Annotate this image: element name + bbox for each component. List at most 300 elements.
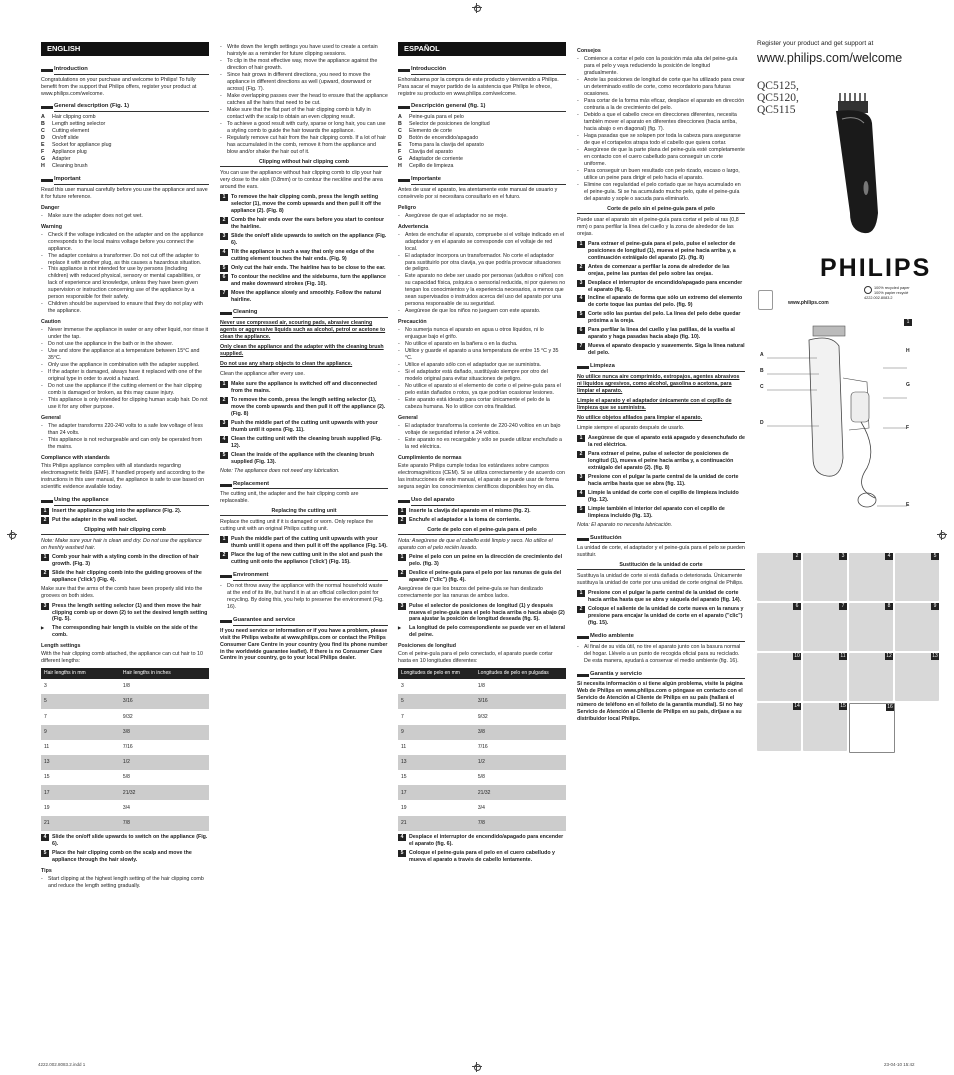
step-text: Inserte la clavija del aparato en el mismo (fig. 2). xyxy=(409,507,531,514)
spanish-column-2 xyxy=(577,44,745,726)
caution-item: - Utilice y guarde el aparato a una temperatura de entre 15 °C y 35 °C. xyxy=(405,348,566,362)
step-number: 5 xyxy=(398,850,406,857)
caution-item: - No sumerja nunca el aparato en agua u otros líquidos, ni lo enjuague bajo el grifo. xyxy=(405,327,566,341)
item-label: On/off slide xyxy=(52,135,79,142)
item-letter: C xyxy=(398,128,402,135)
table-row xyxy=(398,694,566,709)
table-row xyxy=(41,770,209,785)
step-text: Make sure the appliance is switched off and disconnected from the mains. xyxy=(231,381,377,394)
cell-inch: 3/16 xyxy=(475,694,566,709)
label-e: E xyxy=(906,502,910,508)
item-letter: B xyxy=(398,121,402,128)
step-text: Push the middle part of the cutting unit upwards with your thumb until it opens (Fig. 11). xyxy=(231,419,378,433)
figure-cell xyxy=(757,703,801,751)
table-row xyxy=(398,816,566,831)
intro-text: Congratulations on your purchase and welcome to Philips! To fully benefit from the support that Philips offers, register your product at www.philips.com/welcome. xyxy=(41,76,197,97)
caution-item: - This appliance is only intended for clipping human scalp hair. Do not use it for any other purpose. xyxy=(48,397,209,411)
caution-item: - Only use the appliance in combination with the adapter supplied. xyxy=(48,362,209,369)
cell-inch: 3/4 xyxy=(122,804,130,811)
arrow-text: La longitud de pelo correspondiente se puede ver en el lateral del peine. xyxy=(409,625,566,639)
section-guarantee-label: Garantía y servicio xyxy=(590,671,745,680)
step-text: Place the lug of the new cutting unit in the slot and push the cutting unit onto the appliance ('click') (Fig. 15). xyxy=(231,552,383,566)
warning-item: - This appliance is not intended for use by persons (including children) with reduced physical, sensory or mental capabilities, or lack of experience and knowledge, unless they have been given supervision or instruction concerning use of the appliance by a person responsible for their safety. xyxy=(48,266,209,301)
table-row xyxy=(398,800,566,815)
step-text: Clean the cutting unit with the cleaning brush supplied (Fig. 12). xyxy=(231,435,382,449)
arrow-step xyxy=(41,625,209,639)
nocomb-text: Puede usar el aparato sin el peine-guía para cortar el pelo al ras (0,8 mm) o para perfilar la línea del cuello y la zona de alrededor de las orejas. xyxy=(577,216,739,237)
step-number: 5 xyxy=(41,850,49,857)
registration-mark xyxy=(472,1062,482,1072)
tip-item: - Since hair grows in different directions, you need to move the appliance in different directions as well (upward, downward or across) (Fig. 7). xyxy=(227,72,388,93)
figure-cell xyxy=(803,703,847,751)
item-label: Toma para la clavija del aparato xyxy=(409,142,484,149)
clean-warning-1: No utilice nunca aire comprimido, estropajos, agentes abrasivos ni líquidos agresivos, como alcohol, gasolina o acetona, para limpiar el aparato. xyxy=(577,374,740,394)
step-number: 4 xyxy=(398,834,406,841)
welcome-url[interactable]: www.philips.com/welcome xyxy=(757,50,903,65)
danger-title: Peligro xyxy=(398,204,416,211)
footer-right: 23-04-10 15:42 xyxy=(884,1062,915,1067)
important-text: Antes de usar el aparato, lea atentamente este manual de usuario y consérvelo por si necesitara consultarlo en el futuro. xyxy=(398,186,558,200)
clean-step xyxy=(577,490,745,504)
replacement-step xyxy=(577,590,745,604)
nocomb-text: You can use the appliance without hair clipping comb to clip your hair very close to the skin (0.8mm) or to contour the neckline and the area around the ears. xyxy=(220,169,383,190)
nocomb-title: Corte de pelo sin el peine-guía para el pelo xyxy=(577,206,745,214)
length-title: Posiciones de longitud xyxy=(398,643,456,650)
step-text: Limpie la unidad de corte con el cepillo de limpieza incluido (fig. 12). xyxy=(588,489,739,503)
cell-mm: 7 xyxy=(44,713,47,720)
figure-number: 8 xyxy=(885,603,893,610)
cell-inch: 3/16 xyxy=(120,694,209,709)
label-c: C xyxy=(760,384,764,390)
description-item xyxy=(41,135,209,142)
figure-number: 1 xyxy=(904,319,912,326)
general-item: - The adapter transforms 220-240 volts to a safe low voltage of less than 24 volts. xyxy=(48,423,209,437)
item-letter: A xyxy=(398,114,402,121)
model-list: QC5125, QC5120, QC5115 xyxy=(757,80,799,117)
step-number: 1 xyxy=(398,508,406,515)
after-step xyxy=(41,834,209,848)
caution-item: - If the adapter is damaged, always have it replaced with one of the original type in order to avoid a hazard. xyxy=(48,369,209,383)
figure-number: 2 xyxy=(793,553,801,560)
warning-item: - Este aparato no debe ser usado por personas (adultos o niños) con su capacidad física, psíquica o sensorial reducida, ni por quienes no tengan los conocimientos y la experiencia necesarios, a menos que sean supervisados o instruidos acerca del uso del aparato por una persona responsable de su seguridad. xyxy=(405,273,566,308)
language-bar: ESPAÑOL xyxy=(398,42,566,56)
tip-item: - Para cortar de la forma más eficaz, desplace el aparato en dirección contraria a la de crecimiento del pelo. xyxy=(584,98,745,112)
clipper-product-image xyxy=(820,93,930,238)
step-number: 1 xyxy=(577,241,585,248)
step-text: To contour the neckline and the sideburns, turn the appliance and make downward strokes (Fig. 10). xyxy=(231,273,387,287)
step-number: 3 xyxy=(577,474,585,481)
caution-item: - Si el adaptador está dañado, sustitúyalo siempre por otro del modelo original para evitar situaciones de peligro. xyxy=(405,369,566,383)
table-row xyxy=(41,740,209,755)
cell-inch: 21/32 xyxy=(120,785,209,800)
guarantee-text: If you need service or information or if you have a problem, please visit the Philips website at www.philips.com or contact the Philips Consumer Care Centre in your country (you find its phone number in the worldwide guarantee leaflet). If there is no Consumer Care Centre in your country, go to your local Philips dealer. xyxy=(220,627,388,662)
section-important xyxy=(41,176,209,185)
nocomb-step xyxy=(220,194,388,215)
step-text: Comb the hair ends over the ears before you start to contour the hairline. xyxy=(231,216,385,230)
register-text: Register your product and get support at xyxy=(757,40,874,47)
table-row xyxy=(41,709,209,724)
comb-step xyxy=(41,570,209,584)
cell-mm: 5 xyxy=(41,694,120,709)
step-text: Desplace el interruptor de encendido/apagado para encender el aparato (fig. 6). xyxy=(588,279,743,293)
section-important-label: Importante xyxy=(411,176,566,185)
section-description xyxy=(398,103,566,112)
description-item xyxy=(41,163,209,170)
section-replacement xyxy=(220,481,388,490)
step-number: 5 xyxy=(577,506,585,513)
tip-item: - Debido a que el cabello crece en direcciones diferentes, necesita también mover el aparato en diferentes direcciones (hacia arriba, hacia abajo o en diagonal) (fig. 7). xyxy=(584,112,745,133)
step-number: 2 xyxy=(577,451,585,458)
replacement-text-2: Replace the cutting unit if it is damaged or worn. Only replace the cutting unit with an original Philips cutting unit. xyxy=(220,519,374,533)
tip-item: - Make sure that the flat part of the hair clipping comb is fully in contact with the scalp to obtain an even clipping result. xyxy=(227,107,388,121)
tip-item: - Start clipping at the highest length setting of the hair clipping comb and reduce the length setting gradually. xyxy=(48,876,209,890)
caution-item: - Do not use the appliance in the bath or in the shower. xyxy=(48,341,209,348)
step-number: 4 xyxy=(220,249,228,256)
step-number: 5 xyxy=(220,265,228,272)
length-table-header xyxy=(41,668,209,679)
replacement-step xyxy=(220,552,388,566)
arrow-icon: ▶ xyxy=(398,625,402,631)
step-text: Deslice el peine-guía para el pelo por las ranuras de guía del aparato ("clic") (fig. 4). xyxy=(409,569,562,583)
label-h: H xyxy=(906,348,910,354)
nocomb-step xyxy=(577,280,745,294)
nocomb-step xyxy=(577,264,745,278)
philips-shield-icon xyxy=(758,290,773,310)
figure-cell xyxy=(757,553,801,601)
step-text: Comb your hair with a styling comb in the direction of hair growth. (Fig. 3) xyxy=(52,553,199,567)
tip-item: - Asegúrese de que la parte plana del peine-guía esté completamente en contacto con el cuero cabelludo para conseguir un corte uniforme. xyxy=(584,147,745,168)
comb-note: Nota: Asegúrese de que el cabello esté limpio y seco. No utilice el aparato con el pelo recién lavado. xyxy=(398,537,553,551)
step-number: 3 xyxy=(577,280,585,287)
figure-cell xyxy=(757,603,801,651)
section-replacement xyxy=(577,535,745,544)
step-number: 4 xyxy=(220,436,228,443)
clean-note: Nota: El aparato no necesita lubricación. xyxy=(577,521,673,528)
clean-text: Clean the appliance after every use. xyxy=(220,371,305,378)
nocomb-step xyxy=(577,327,745,341)
cell-mm: 11 xyxy=(401,744,407,751)
cell-inch: 3/4 xyxy=(477,804,485,811)
description-item xyxy=(41,114,209,121)
emf-text: Este aparato Philips cumple todas los estándares sobre campos electromagnéticos (CEM). Si se utiliza correctamente y de acuerdo con las instrucciones de este manual, el aparato se puede usar de forma segura según los conocimientos científicos disponibles hoy en día. xyxy=(398,463,565,491)
clipper-drawing xyxy=(809,338,843,476)
step-number: 1 xyxy=(41,554,49,561)
figure-number: 10 xyxy=(794,653,800,659)
cell-inch: 9/32 xyxy=(477,713,488,720)
clean-step xyxy=(220,436,388,450)
step-text: Desplace el interruptor de encendido/apagado para encender el aparato (fig. 6). xyxy=(409,833,564,847)
cell-mm: 13 xyxy=(41,755,120,770)
tip-item: - To clip in the most effective way, move the appliance against the direction of hair growth. xyxy=(227,58,388,72)
figure-number: 12 xyxy=(886,653,892,659)
figure-number: 15 xyxy=(840,703,846,709)
table-row xyxy=(398,785,566,800)
important-text: Read this user manual carefully before you use the appliance and save it for future reference. xyxy=(41,186,208,200)
emf-title: Cumplimiento de normas xyxy=(398,455,462,462)
cell-mm: 7 xyxy=(401,713,404,720)
cell-inch: 7/16 xyxy=(122,744,133,751)
step-text: Asegúrese de que el aparato está apagado y desenchufado de la red eléctrica. xyxy=(588,434,745,448)
intro-text: Enhorabuena por la compra de este producto y bienvenido a Philips. Para sacar el mayor partido de la asistencia que Philips le ofrece, registre su producto en www.philips.com/welcome. xyxy=(398,76,559,97)
description-item xyxy=(41,128,209,135)
section-replacement-label: Sustitución xyxy=(590,535,745,544)
replacement-text: La unidad de corte, el adaptador y el peine-guía para el pelo se pueden sustituir. xyxy=(577,545,745,559)
description-item xyxy=(398,156,566,163)
description-item xyxy=(41,121,209,128)
step-text: Mueva el aparato despacio y suavemente. Siga la línea natural del pelo. xyxy=(588,343,745,357)
step-text: Coloque el peine-guía para el pelo en el cuero cabelludo y mueva el aparato a través de cabello lentamente. xyxy=(409,849,555,863)
replacement-step xyxy=(577,606,745,627)
step-text: Antes de comenzar a perfilar la zona de alrededor de las orejas, peine las puntas del pelo sobre las orejas. xyxy=(588,263,730,277)
step-number: 1 xyxy=(398,554,406,561)
nocomb-step xyxy=(220,274,388,288)
clean-step xyxy=(220,381,388,395)
step-text: Move the appliance slowly and smoothly. Follow the natural hairline. xyxy=(231,289,382,303)
using-step xyxy=(41,508,209,515)
figure-number: 3 xyxy=(839,553,847,560)
figure-cell xyxy=(803,653,847,701)
cell-mm: 9 xyxy=(41,725,120,740)
cell-mm: 21 xyxy=(398,816,475,831)
cell-inch: 7/8 xyxy=(475,816,566,831)
registration-mark xyxy=(7,530,17,540)
cleaning-brush-drawing xyxy=(858,493,876,507)
step-number: 3 xyxy=(398,603,406,610)
figure-cell xyxy=(757,653,801,701)
replacement-step xyxy=(220,536,388,550)
general-item: - This appliance is not rechargeable and can only be operated from the mains. xyxy=(48,437,209,451)
section-guarantee xyxy=(220,617,388,626)
figure-cell xyxy=(849,603,893,651)
tips-title: Tips xyxy=(41,867,52,874)
cell-inch: 3/8 xyxy=(120,725,209,740)
tip-item: - Regularly remove cut hair from the hair clipping comb. If a lot of hair has accumulated in the comb, remove it from the appliance and blow and/or shake the hair out of it. xyxy=(227,135,388,156)
step-text: Limpie también el interior del aparato con el cepillo de limpieza incluido (fig. 13). xyxy=(588,505,725,519)
environment-item: - Al final de su vida útil, no tire el aparato junto con la basura normal del hogar. Llévelo a un punto de recogida oficial para su reciclado. De esta manera, ayudará a conservar el medio ambiente (fig. 16). xyxy=(584,644,745,665)
length-text: With the hair clipping comb attached, the appliance can cut hair to 10 different lengths: xyxy=(41,651,203,665)
clean-warning-2: Limpie el aparato y el adaptador únicamente con el cepillo de limpieza que se suministra. xyxy=(577,397,732,411)
figure-1-diagram xyxy=(757,318,913,518)
clean-step xyxy=(577,435,745,449)
clean-step xyxy=(220,452,388,466)
step-text: Para extraer el peine-guía para el pelo, pulse el selector de posiciones de longitud (1), mueva el peine hacia arriba y, a continuación extráigalo del aparato (2). (fig. 8) xyxy=(588,240,736,261)
length-table xyxy=(41,668,209,830)
step-number: 1 xyxy=(220,536,228,543)
step-text: Press the length setting selector (1) and then move the hair clipping comb up or down (2) to set the desired length setting (Fig. 5). xyxy=(52,602,208,623)
comb-title: Corte de pelo con el peine-guía para el pelo xyxy=(398,527,566,535)
item-letter: F xyxy=(398,149,402,156)
step-text: Para extraer el peine, pulse el selector de posiciones de longitud (1), mueva el peine hacia arriba y, a continuación extráigalo del aparato (2). (fig. 8) xyxy=(588,450,734,471)
general-title: General xyxy=(41,415,61,422)
nocomb-step xyxy=(220,290,388,304)
figure-cell xyxy=(895,553,939,601)
section-environment-label: Medio ambiente xyxy=(590,633,745,642)
description-item xyxy=(398,114,566,121)
step-number: 1 xyxy=(220,194,228,201)
after-step xyxy=(41,850,209,864)
table-row xyxy=(398,725,566,740)
section-using xyxy=(398,497,566,506)
registration-mark xyxy=(472,3,482,13)
step-text: Push the middle part of the cutting unit upwards with your thumb until it opens and then pull it off the appliance (Fig. 14). xyxy=(231,536,388,550)
item-letter: C xyxy=(41,128,45,135)
step-number: 2 xyxy=(577,606,585,613)
description-item xyxy=(398,135,566,142)
step-number: 2 xyxy=(41,517,49,524)
caution-item: - No utilice el aparato en la bañera o en la ducha. xyxy=(405,341,566,348)
step-number: 6 xyxy=(220,274,228,281)
step-text: Para perfilar la línea del cuello y las patillas, dé la vuelta al aparato y haga pasadas hacia abajo (fig. 10). xyxy=(588,327,735,341)
step-text: Put the adapter in the wall socket. xyxy=(52,516,138,523)
comb-step xyxy=(398,554,566,568)
warning-title: Advertencia xyxy=(398,223,429,230)
comb-step xyxy=(41,603,209,624)
length-table-header xyxy=(398,668,566,679)
section-using xyxy=(41,497,209,506)
cell-inch: 5/8 xyxy=(122,774,130,781)
item-label: Peine-guía para el pelo xyxy=(409,114,464,121)
step-number: 2 xyxy=(220,217,228,224)
comb-drawing xyxy=(813,326,845,336)
clean-warning-3: Do not use any sharp objects to clean the appliance. xyxy=(220,361,353,368)
clean-text: Limpie siempre el aparato después de usarlo. xyxy=(577,424,685,431)
tips-title: Consejos xyxy=(577,48,601,54)
figure-number: 7 xyxy=(839,603,847,610)
figure-cell xyxy=(895,603,939,651)
warning-item: - Asegúrese de que los niños no jueguen con este aparato. xyxy=(405,308,566,315)
step-number: 3 xyxy=(220,420,228,427)
arrow-icon: ▶ xyxy=(41,625,45,631)
clean-warning-3: No utilice objetos afilados para limpiar el aparato. xyxy=(577,414,703,421)
item-letter: B xyxy=(41,121,45,128)
section-description xyxy=(41,103,209,112)
guarantee-text: Si necesita información o si tiene algún problema, visite la página Web de Philips en www.philips.com o póngase en contacto con el Servicio de Atención al Cliente de Philips en su país (hallará el número de teléfono en el folleto de la garantía mundial). Si no hay Servicio de Atención al Cliente de Philips en su país, diríjase a su distribuidor local Philips. xyxy=(577,681,743,723)
step-text: Pulse el selector de posiciones de longitud (1) y después mueva el peine-guía para el pelo hacia arriba o hacia abajo (2) para ajustar la posición de longitud deseada (fig. 5). xyxy=(409,602,565,623)
item-label: Hair clipping comb xyxy=(52,114,96,121)
figure-number: 5 xyxy=(931,553,939,560)
cell-inch: 7/8 xyxy=(120,816,209,831)
length-title: Length settings xyxy=(41,643,81,650)
cell-inch: 5/8 xyxy=(477,774,485,781)
clean-step xyxy=(577,474,745,488)
comb-para: Make sure that the arms of the comb have been properly slid into the grooves on both sides. xyxy=(41,585,203,599)
item-label: Socket for appliance plug xyxy=(52,142,112,149)
description-item xyxy=(398,128,566,135)
header-mm: Longitudes de pelo en mm xyxy=(398,668,475,679)
table-row xyxy=(41,785,209,800)
item-label: Cutting element xyxy=(52,128,90,135)
section-cleaning xyxy=(577,363,745,372)
figure-number: 4 xyxy=(885,553,893,560)
comb-note: Note: Make sure your hair is clean and dry. Do not use the appliance on freshly washed hair. xyxy=(41,537,202,551)
section-using-label: Using the appliance xyxy=(54,497,209,506)
recycle-icon xyxy=(864,286,872,294)
table-row xyxy=(398,679,566,694)
item-letter: E xyxy=(398,142,402,149)
nocomb-step xyxy=(220,233,388,247)
section-environment-label: Environment xyxy=(233,572,388,581)
step-number: 4 xyxy=(41,834,49,841)
step-number: 2 xyxy=(577,264,585,271)
step-number: 3 xyxy=(220,233,228,240)
clean-step xyxy=(220,397,388,418)
spanish-column-1 xyxy=(398,42,566,866)
comb-para: Asegúrese de que los brazos del peine-guía se han deslizado correctamente por las ranuras de ambos lados. xyxy=(398,585,543,599)
comb-step xyxy=(41,554,209,568)
after-step xyxy=(398,850,566,864)
clean-step xyxy=(577,451,745,472)
cell-mm: 17 xyxy=(41,785,120,800)
figure-number: 16 xyxy=(887,704,893,710)
tip-item: - Anote las posiciones de longitud de corte que ha utilizado para crear un determinado estilo de corte, como recordatorio para futuras ocasiones. xyxy=(584,77,745,98)
cell-inch: 21/32 xyxy=(475,785,566,800)
cell-inch: 9/32 xyxy=(122,713,133,720)
section-cleaning xyxy=(220,309,388,318)
item-letter: H xyxy=(41,163,45,170)
item-letter: H xyxy=(398,163,402,170)
replacement-sub: Replacing the cutting unit xyxy=(220,508,388,516)
header-inch: Longitudes de pelo en pulgadas xyxy=(475,668,566,679)
figure-cell xyxy=(849,703,895,753)
step-number: 7 xyxy=(577,343,585,350)
tip-item: - Make overlapping passes over the head to ensure that the appliance catches all the hairs that need to be cut. xyxy=(227,93,388,107)
cell-mm: 3 xyxy=(401,683,404,690)
step-text: Presione con el pulgar la parte central de la unidad de corte hacia arriba hasta que se abra y sáquela del aparato (fig. 14). xyxy=(588,590,742,604)
figure-number: 14 xyxy=(794,703,800,709)
cell-mm: 13 xyxy=(398,755,475,770)
nocomb-step xyxy=(577,343,745,357)
cell-inch: 3/8 xyxy=(475,725,566,740)
section-important xyxy=(398,176,566,185)
cell-mm: 5 xyxy=(398,694,475,709)
step-number: 1 xyxy=(220,381,228,388)
section-guarantee-label: Guarantee and service xyxy=(233,617,388,626)
label-a: A xyxy=(760,352,764,358)
header-inch: Hair lengths in inches xyxy=(120,668,209,679)
caution-item: - Este aparato está ideado para cortar únicamente el pelo de la cabeza humana. No lo utilice con otra finalidad. xyxy=(405,397,566,411)
nocomb-step xyxy=(220,217,388,231)
figure-number: 13 xyxy=(932,653,938,659)
item-label: Clavija del aparato xyxy=(409,149,453,156)
item-letter: F xyxy=(41,149,45,156)
clipper-body xyxy=(836,110,878,233)
label-f: F xyxy=(906,425,910,431)
environment-item: - Do not throw away the appliance with the normal household waste at the end of its life, but hand it in at an official collection point for recycling. By doing this, you help to preserve the environment (Fig. 16). xyxy=(227,583,388,611)
item-label: Selector de posiciones de longitud xyxy=(409,121,490,128)
clean-warning-2: Only clean the appliance and the adapter with the cleaning brush supplied. xyxy=(220,344,384,358)
general-item: - El adaptador transforma la corriente de 220-240 voltios en un bajo voltaje de seguridad inferior a 24 voltios. xyxy=(405,423,566,437)
cell-mm: 19 xyxy=(44,804,50,811)
item-label: Adapter xyxy=(52,156,71,163)
warning-item: - Antes de enchufar el aparato, compruebe si el voltaje indicado en el adaptador y en el aparato se corresponde con el voltaje de red local. xyxy=(405,232,566,253)
clean-note: Note: The appliance does not need any lubrication. xyxy=(220,467,340,474)
comb-step xyxy=(398,603,566,624)
length-table xyxy=(398,668,566,830)
item-letter: G xyxy=(41,156,46,163)
replacement-sub: Sustitución de la unidad de corte xyxy=(577,562,745,570)
using-step xyxy=(398,508,566,515)
section-important-label: Important xyxy=(54,176,209,185)
step-number: 1 xyxy=(577,590,585,597)
step-number: 3 xyxy=(41,603,49,610)
language-bar: ENGLISH xyxy=(41,42,209,56)
item-label: Length setting selector xyxy=(52,121,106,128)
step-text: Place the hair clipping comb on the scalp and move the appliance through the hair slowly. xyxy=(52,849,192,863)
cell-mm: 15 xyxy=(401,774,407,781)
caution-title: Caution xyxy=(41,319,61,326)
tip-item: - Elimine con regularidad el pelo cortado que se haya acumulado en el peine-guía. Si se ha acumulado mucho pelo, quite el peine-guía del aparato y sople o sacuda para eliminarlo. xyxy=(584,182,745,203)
nocomb-step xyxy=(577,295,745,309)
